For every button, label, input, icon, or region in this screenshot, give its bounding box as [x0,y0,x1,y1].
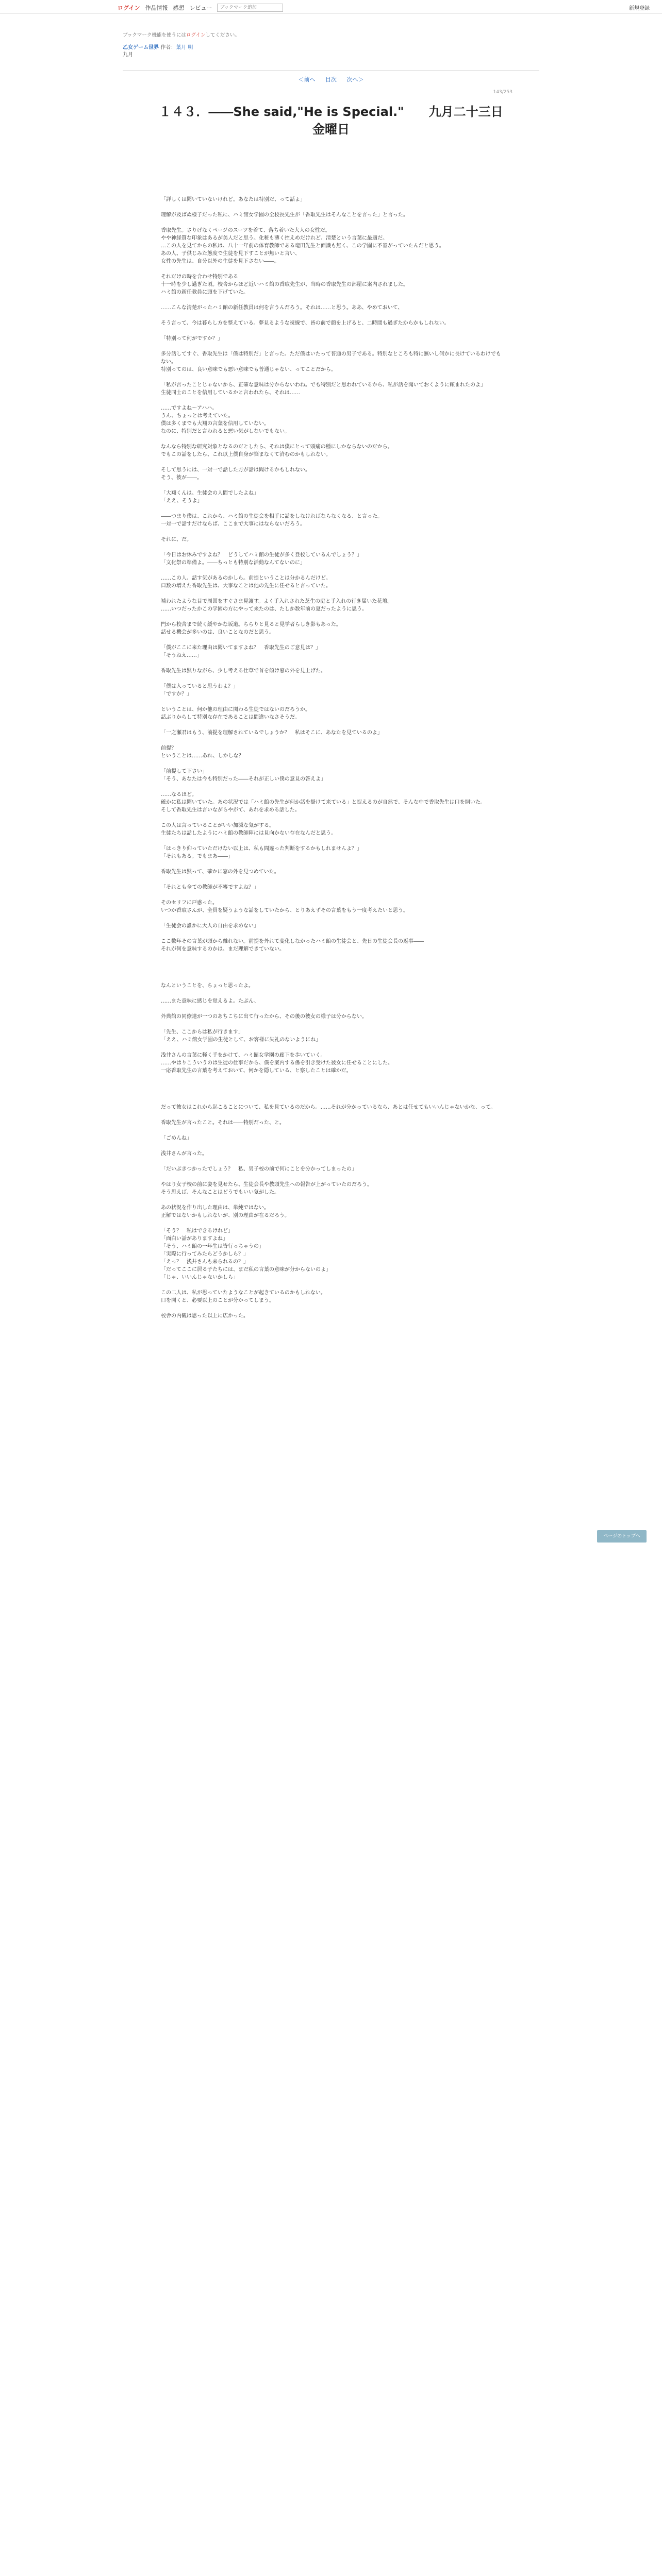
notice-login-link[interactable]: ログイン [186,32,206,38]
body-paragraph: ……この人、話す気があるのかしら。前提ということは分かるんだけど。 口数の増えた香取先生は、大事なことは他の先生に任せると言っていた。 [161,575,331,589]
body-paragraph: ということは、何か他の理由に関わる生徒ではないのだろうか。 話ぶりからして特別な存在であることは間違いなさそうだ。 [161,707,310,720]
nav-link-reviews[interactable]: 感想 [173,5,185,11]
body-paragraph: そして思うには、一対一で話した方が話は聞けるかもしれない。 そう、彼が――。 [161,467,310,481]
index-link[interactable]: 目次 [325,76,337,83]
body-paragraph: やはり女子校の前に姿を見せたら、生徒会長や教頭先生への報告が上がっていたのだろう。 そう思えば、そんなことはどうでもいい気がした。 [161,1182,372,1195]
body-paragraph: 「前提して下さい」 「そう、あなたは今も特別だった――それが正しい僕の意見の答えよ」 [161,769,326,782]
notice-prefix: ブックマーク機能を使うには [123,32,186,38]
body-paragraph: この二人は、私が思っていたようなことが起きているのかもしれない。 口を開くと、必要以上のことが分かってしまう。 [161,1290,326,1303]
body-paragraph: 「だいぶきつかったでしょう？ 私、男子校の前で何にことを分かってしまったの」 [161,1166,357,1172]
body-paragraph: 浅井さんが言った。 [161,1151,207,1157]
body-paragraph: 「一之瀬君はもう、前提を理解されているでしょうか？ 私はそこに、あなたを見ているのよ」 [161,730,383,736]
body-paragraph: それに、だ。 [161,537,192,543]
body-paragraph: 「特別って何がですか？」 [161,336,223,342]
chapter-group-label: 九月 [123,52,133,58]
chapter-counter: 143/253 [493,90,512,95]
top-navigation-bar [0,0,662,14]
register-link[interactable]: 新規登録 [629,6,650,11]
body-paragraph: 香取先生は黙りながら、少し考える仕草で首を傾け窓の外を見上げた。 [161,668,326,674]
body-paragraph: 香取先生。さりげなくページのスーツを着て、落ち着いた大人の女性だ。 やや神経質な印象はあるが美人だと思う。化粧も薄く控えめだけれど、清楚という言葉に最適だ。 …この人を見てからの私は、八十一年前の体育教師である竜田先生と面識も無く、この学園に不審がっていたんだと思う。 あの人、子供じみた態度で生徒を見下すことが無いと言い、 女性の先生は、自分以外の生徒を見下さない――。 [161,228,444,264]
body-paragraph: 「僕は入っていると思うわよ？」 「ですか？」 [161,684,238,697]
bookmark-notice [123,31,240,38]
body-paragraph: 「はっきり仰っていただけない以上は、私も間違った判断をするかもしれませんよ？」 「それもある。でもまあ――」 [161,846,362,859]
body-paragraph: 「今日はお休みですよね？ どうしてハミ館の生徒が多く登校しているんでしょう？」 「文化祭の準備よ。――ちっとも特別な活動なんてないのに」 [161,552,362,566]
body-paragraph: ……ですよね～アハハ。 うん、ちょっとは考えていた。 僕は多くまでも大翔の言葉を信用していない。 なのに、特別だと言われると悪い気がしないでもない。 [161,405,290,434]
notice-suffix: してください。 [205,32,240,38]
body-paragraph: 門から校舎まで続く緩やかな坂道。ちらりと見ると見学者らしき影もあった。 話せる機会が多いのは、良いことなのだと思う。 [161,622,341,635]
bookmark-input[interactable] [217,4,283,12]
body-paragraph: 香取先生は黙って、確かに窓の外を見つめていた。 [161,869,279,875]
body-paragraph: 「先生、ここからは私が行きます」 「ええ、ハミ館女学園の生徒として、お客様に失礼のないようにね」 [161,1029,321,1043]
chapter-title: １４３．――She said,"He is Special." 九月二十三日 金曜日 [159,105,516,137]
body-paragraph: 校舎の内観は思った以上に広かった。 [161,1313,249,1319]
page-top-button[interactable]: ページのトップへ [597,1530,647,1543]
chapter-pager [0,75,662,83]
next-chapter-link[interactable]: 次へ＞ [346,76,364,83]
body-paragraph: 前提？ ということは……あれ、しかしな？ [161,745,244,759]
body-paragraph: 多分話してすぐ、香取先生は「僕は特別だ」と言った。ただ僕はいたって普通の男子である。特別なところも特に無いし何かに長けているわけでもない。 特別ってのは、良い意味でも悪い意味でも普通じゃない、ってことだから。 [161,351,501,372]
body-paragraph: ……なるほど。 確かに私は聞いていた。あの状況では「ハミ館の先生が何か話を掛けて来ている」と捉えるのが自然で、そんな中で香取先生は口を開いた。 そして香取先生は言いながらやがて、あれを求める話した。 [161,792,486,813]
body-paragraph: だって彼女はこれから起こることについて、私を見ているのだから。……それが分かっているなら、あとは任せてもいいんじゃないかな、って。 [161,1105,496,1110]
body-paragraph: ……また意味に感じを覚えるよ。たぶん、 [161,998,259,1004]
body-paragraph: ここ数年その言葉が頭から離れない。前提を外れて変化しなかったハミ館の生徒会と、先日の生徒会長の返事―― それが何を意味するのかは、まだ理解できていない。 [161,939,424,952]
body-paragraph: ……こんな清楚がったハミ館の新任教員は何を言うんだろう。それは……と思う。ああ、やめておいて、 [161,305,403,311]
series-info [123,44,193,59]
series-title-link[interactable]: 乙女ゲーム世界 [123,45,159,50]
author-link[interactable]: 葉月 明 [176,45,193,50]
body-paragraph: あの状況を作り出した理由は、単純ではない。 正解ではないかもしれないが、別の理由が在るだろう。 [161,1205,290,1218]
body-paragraph: 浅井さんの言葉に軽く手をかけて、ハミ館女学園の廊下を歩いていく。 ……やはりこういうのは生徒の仕事だから、僕を案内する係を引き受けた彼女に任せることにした。 一応香取先生の言葉を考えておいて、何かを隠している、と察したことは確かだ。 [161,1053,393,1074]
body-paragraph: 香取先生が言ったこと。それは――特別だった、と。 [161,1120,285,1126]
body-paragraph: 「ごめんね」 [161,1136,192,1141]
body-paragraph: そのセリフに戸惑った。 いつか香取さんが、全員を疑うような話をしていたから、とりあえずその言葉をもう一度考えたいと思う。 [161,900,408,913]
body-paragraph: 「それとも全ての教師が不審ですよね？」 [161,885,259,890]
body-paragraph: それだけの時を合わせ特別である 十一時を少し過ぎた頃。校舎からほど近いハミ館の香取先生が、当時の香取先生の部屋に案内されました。 ハミ館の新任教員に頭を下げていた。 [161,274,408,295]
prev-chapter-link[interactable]: ＜前へ [298,76,316,83]
author-label: 作者： [160,45,176,50]
body-paragraph: なんということを、ちょっと思ったよ。 [161,983,254,989]
body-paragraph: 「私が言ったことじゃないから、正確な意味は分からないわね。でも特別だと思われているから、私が話を聞いておくように頼まれたのよ」 生徒同士のことを信用しているかと言われたら、それは…… [161,382,486,396]
body-paragraph: この人は言っていることがいい加減な気がする。 生徒たちは話したようにハミ館の教師陣には見向かない存在なんだと思う。 [161,823,336,836]
body-paragraph: 「生徒会の誰かに大人の自由を求めない」 [161,923,259,929]
body-paragraph: 「そう？ 私はできるけれど」 「面白い話がありますよね」 「そう、ハミ館の一年生は皆行っちゃうの」 「実際に行ってみたらどうかしら？」 「えっ？ 浅井さんも来られるの？」 「だってここに居る子たちには、まだ私の言葉の意味が分からないのよ」 「じゃ、いいんじゃないかしら」 [161,1228,331,1280]
divider [123,70,539,71]
body-paragraph: 理解が及ばぬ様子だった私に、ハミ館女学園の全校長先生が「香取先生はそんなことを言った」と言った。 [161,212,408,218]
body-paragraph: 「大翔くんは、生徒会の人間でしたよね」 「ええ、そうよ」 [161,490,259,504]
login-link[interactable]: ログイン [118,5,140,11]
nav-link-review[interactable]: レビュー [189,5,212,11]
body-paragraph: そう言って、今は暮らし方を整えている。夢見るような視線で、皆の前で顔を上げると、二時間も過ぎたからかもしれない。 [161,320,450,326]
body-paragraph: なんなら特別な研究対象となるのだとしたら、それは僕にとって頭痛の種にしかならないのだから。 でもこの話をしたら、これ以上僕自身が悩まなくて済むのかもしれない。 [161,444,393,457]
top-nav [118,4,283,12]
body-paragraph: ――つまり僕は、これから、ハミ館の生徒会を相手に話をしなければならなくなる、と言った。 一対一で話すだけならば、ここまで大事にはならないだろう。 [161,514,383,527]
body-paragraph: 外典館の同僚達が一つのあちこちに出て行ったから、その後の彼女の様子は分からない。 [161,1014,367,1020]
body-paragraph: 補われたような目で周囲をすぐさま見渡す。よく手入れされた芝生の庭と手入れの行き届いた花壇。 ……いつだったかこの学園の方にやって来たのは、たしか数年前の夏だったように思う。 [161,599,393,612]
chapter-body [161,196,503,1328]
body-paragraph: 「詳しくは聞いていないけれど。あなたは特別だ、って話よ」 [161,197,305,202]
body-paragraph: 「僕がここに来た理由は聞いてますよね？ 香取先生のご意見は？」 「そうねえ……」 [161,645,321,658]
nav-link-info[interactable]: 作品情報 [145,5,168,11]
